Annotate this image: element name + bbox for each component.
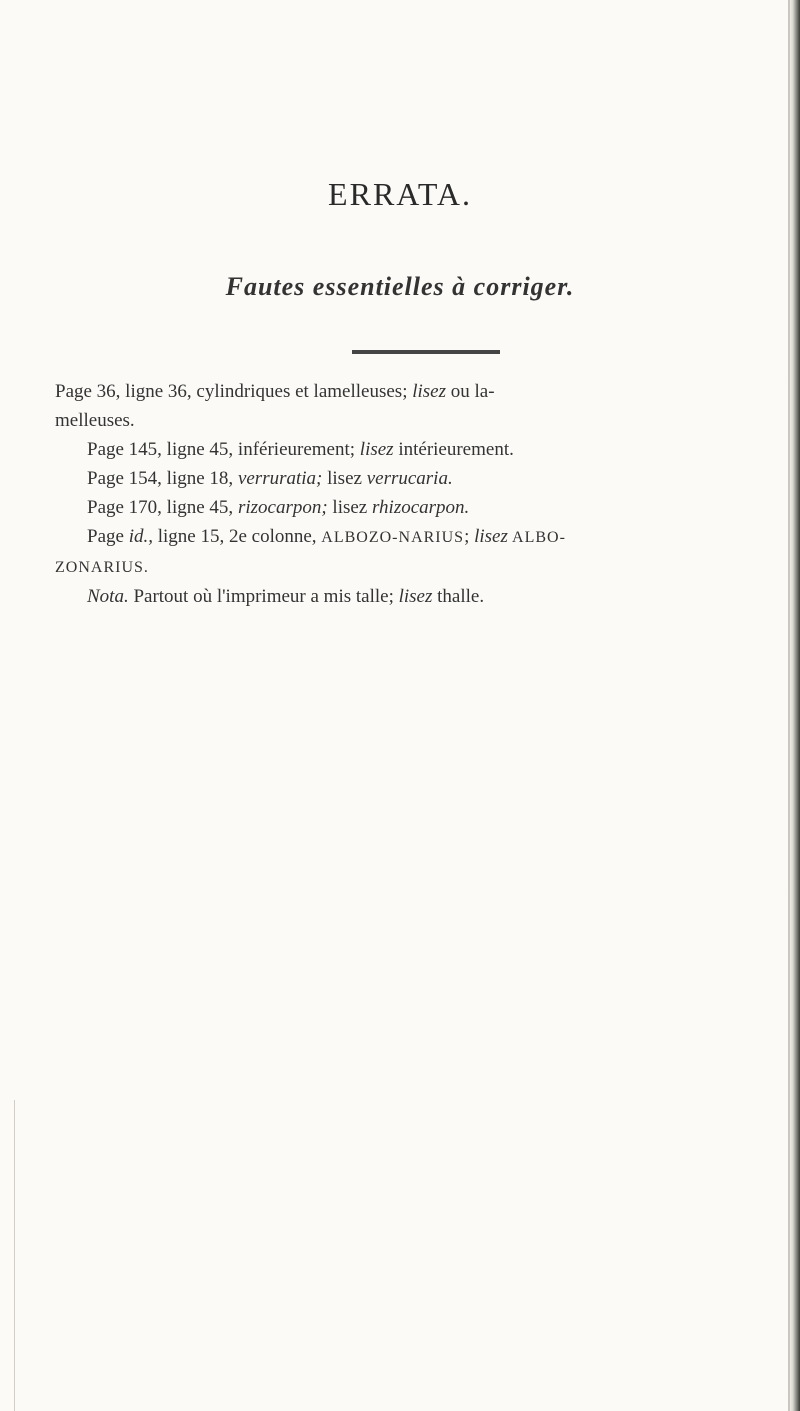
entry-text: lisez (327, 497, 372, 518)
errata-entry-1-line-1 (55, 377, 755, 406)
entry-text: ou la- (446, 381, 495, 402)
entry-text: Partout où l'imprimeur a mis talle; (128, 586, 399, 607)
title-rule (352, 350, 500, 354)
entry-text: Page (87, 526, 129, 547)
errata-entry-5-line-1 (55, 522, 755, 552)
errata-nota (55, 582, 755, 611)
page-title: ERRATA. (328, 176, 472, 212)
errata-entry-1-line-2: melleuses. (55, 410, 135, 431)
errata-entry-5-line-2 (55, 552, 755, 582)
entry-correct-term: ZONARIUS. (55, 559, 149, 576)
entry-text: ; (464, 526, 475, 547)
entry-lisez: lisez (359, 439, 394, 460)
entry-text: Page 170, ligne 45, (87, 497, 238, 518)
entry-text: Page 154, ligne 18, (87, 468, 238, 489)
entry-text: lisez (322, 468, 367, 489)
entry-text: Page 145, ligne 45, inférieurement; (87, 439, 360, 460)
errata-entry-3 (55, 464, 755, 493)
entry-wrong-term: rizocarpon; (237, 497, 328, 518)
page-subtitle: Fautes essentielles à corriger. (225, 272, 575, 301)
entry-lisez: lisez (412, 381, 447, 402)
entry-text: thalle. (432, 586, 485, 607)
entry-text: ligne 15, 2e colonne, (152, 526, 322, 547)
errata-entry-2 (55, 435, 755, 464)
errata-entry-4 (55, 493, 755, 522)
entry-correct-term: verrucaria. (366, 468, 453, 489)
entry-wrong-term: ALBOZO-NARIUS (321, 529, 465, 546)
entry-lisez: lisez (398, 586, 433, 607)
errata-list (55, 377, 755, 611)
entry-lisez: lisez (474, 526, 508, 547)
entry-text: intérieurement. (393, 439, 514, 460)
entry-id: id., (128, 526, 153, 547)
entry-wrong-term: verruratia; (237, 468, 323, 489)
entry-text: Page 36, ligne 36, cylindriques et lamelleuses; (55, 381, 413, 402)
nota-label: Nota. (87, 586, 129, 607)
entry-correct-term: rhizocarpon. (372, 497, 470, 518)
binding-line (14, 1100, 15, 1411)
entry-correct-term: ALBO- (507, 529, 566, 546)
